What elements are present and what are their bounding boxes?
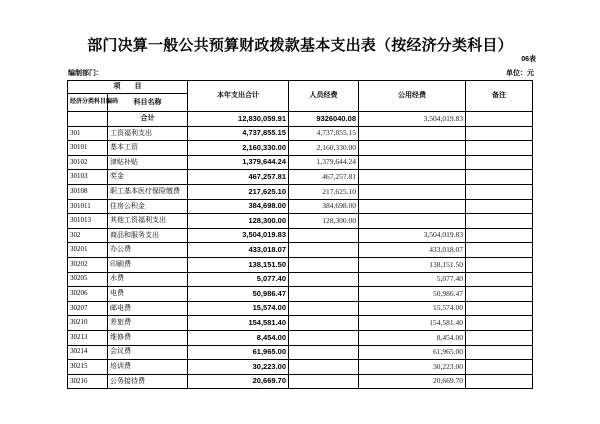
table-row [68,345,533,360]
total-cell: 20,669.70 [188,374,289,389]
org-label: 编制部门: [68,70,99,77]
remark-cell [466,214,533,229]
table-row [68,141,533,156]
personnel-cell [289,360,359,375]
total-cell: 12,830,059.91 [188,112,289,127]
public-cell [359,126,466,141]
total-header: 本年支出合计 [188,81,289,112]
code-cell: 30210 [68,316,108,331]
code-cell: 30103 [68,170,108,185]
personnel-cell: 1,379,644.24 [289,155,359,170]
expenditure-table [67,80,533,389]
personnel-cell: 2,160,330.00 [289,141,359,156]
remark-cell [466,272,533,287]
table-row [68,374,533,389]
remark-cell [466,184,533,199]
personnel-header: 人员经费 [289,81,359,112]
remark-cell [466,316,533,331]
total-cell: 50,986.47 [188,287,289,302]
name-cell: 商品和服务支出 [108,228,188,243]
public-cell [359,184,466,199]
remark-cell [466,243,533,258]
code-cell: 301013 [68,214,108,229]
name-cell: 水费 [108,272,188,287]
personnel-cell [289,243,359,258]
table-row [68,214,533,229]
table-row [68,316,533,331]
personnel-cell: 128,300.00 [289,214,359,229]
name-cell: 奖金 [108,170,188,185]
total-cell: 4,737,855.15 [188,126,289,141]
personnel-cell [289,330,359,345]
total-cell: 1,379,644.24 [188,155,289,170]
remark-cell [466,155,533,170]
code-cell: 30206 [68,287,108,302]
personnel-cell [289,272,359,287]
unit-label: 单位：元 [506,70,534,77]
public-cell: 5,077.40 [359,272,466,287]
personnel-cell: 467,257.81 [289,170,359,185]
code-cell: 30215 [68,360,108,375]
name-cell: 基本工资 [108,141,188,156]
table-row [68,155,533,170]
table-body [68,112,533,389]
code-cell: 30213 [68,330,108,345]
total-cell: 30,223.00 [188,360,289,375]
public-cell: 3,504,019.83 [359,228,466,243]
public-cell: 61,965.00 [359,345,466,360]
name-header: 科目名称 [108,94,188,112]
remark-cell [466,112,533,127]
code-cell: 30207 [68,301,108,316]
remark-header: 备注 [466,81,533,112]
remark-cell [466,257,533,272]
table-row [68,243,533,258]
personnel-cell: 217,625.10 [289,184,359,199]
remark-cell [466,374,533,389]
total-cell: 467,257.81 [188,170,289,185]
table-header [68,81,533,112]
name-cell: 印刷费 [108,257,188,272]
form-number: 06表 [521,56,536,63]
code-cell: 301011 [68,199,108,214]
public-cell: 20,669.70 [359,374,466,389]
name-cell: 办公费 [108,243,188,258]
table-row [68,287,533,302]
code-cell: 30205 [68,272,108,287]
personnel-cell [289,374,359,389]
name-cell: 会议费 [108,345,188,360]
name-cell: 职工基本医疗保险缴费 [108,184,188,199]
public-cell [359,155,466,170]
code-cell: 30101 [68,141,108,156]
remark-cell [466,228,533,243]
table-row [68,170,533,185]
name-cell: 邮电费 [108,301,188,316]
table-row [68,184,533,199]
personnel-cell [289,287,359,302]
total-cell: 138,151.50 [188,257,289,272]
table-row [68,257,533,272]
name-cell: 其他工资福利支出 [108,214,188,229]
table-row [68,228,533,243]
personnel-cell [289,345,359,360]
remark-cell [466,360,533,375]
total-cell: 433,018.07 [188,243,289,258]
total-cell: 217,625.10 [188,184,289,199]
code-header: 经济分类科目编码 [68,94,108,112]
public-cell [359,199,466,214]
code-cell: 30216 [68,374,108,389]
table-row [68,272,533,287]
total-cell: 5,077.40 [188,272,289,287]
personnel-cell: 4,737,855.15 [289,126,359,141]
public-cell: 154,581.40 [359,316,466,331]
total-row [68,112,533,127]
name-cell: 公务接待费 [108,374,188,389]
name-cell: 津贴补贴 [108,155,188,170]
name-cell: 住房公积金 [108,199,188,214]
remark-cell [466,301,533,316]
remark-cell [466,287,533,302]
code-cell [68,112,108,127]
public-cell [359,141,466,156]
public-cell: 3,504,019.83 [359,112,466,127]
table-row [68,199,533,214]
public-cell: 8,454.00 [359,330,466,345]
remark-cell [466,330,533,345]
total-cell: 8,454.00 [188,330,289,345]
name-cell: 工资福利支出 [108,126,188,141]
code-cell: 30202 [68,257,108,272]
table-row [68,330,533,345]
total-cell: 61,965.00 [188,345,289,360]
name-cell: 合计 [108,112,188,127]
code-cell: 301 [68,126,108,141]
code-cell: 30214 [68,345,108,360]
public-cell: 15,574.00 [359,301,466,316]
total-cell: 384,698.00 [188,199,289,214]
public-header: 公用经费 [359,81,466,112]
name-cell: 维修费 [108,330,188,345]
item-header: 项 目 [68,81,188,94]
name-cell: 电费 [108,287,188,302]
public-cell [359,214,466,229]
public-cell: 433,018.07 [359,243,466,258]
personnel-cell [289,316,359,331]
remark-cell [466,170,533,185]
total-cell: 3,504,019.83 [188,228,289,243]
table-row [68,360,533,375]
personnel-cell: 9326040.08 [289,112,359,127]
remark-cell [466,345,533,360]
personnel-cell [289,228,359,243]
total-cell: 15,574.00 [188,301,289,316]
public-cell: 50,986.47 [359,287,466,302]
public-cell [359,170,466,185]
code-cell: 302 [68,228,108,243]
personnel-cell [289,301,359,316]
remark-cell [466,126,533,141]
personnel-cell [289,257,359,272]
remark-cell [466,199,533,214]
personnel-cell: 384,698.00 [289,199,359,214]
code-cell: 30201 [68,243,108,258]
table-row [68,126,533,141]
name-cell: 培训费 [108,360,188,375]
code-cell: 30108 [68,184,108,199]
public-cell: 30,223.00 [359,360,466,375]
table-row [68,301,533,316]
total-cell: 2,160,330.00 [188,141,289,156]
page-title: 部门决算一般公共预算财政拨款基本支出表（按经济分类科目） [87,37,513,54]
public-cell: 138,151.50 [359,257,466,272]
total-cell: 128,300.00 [188,214,289,229]
code-cell: 30102 [68,155,108,170]
name-cell: 差旅费 [108,316,188,331]
remark-cell [466,141,533,156]
total-cell: 154,581.40 [188,316,289,331]
